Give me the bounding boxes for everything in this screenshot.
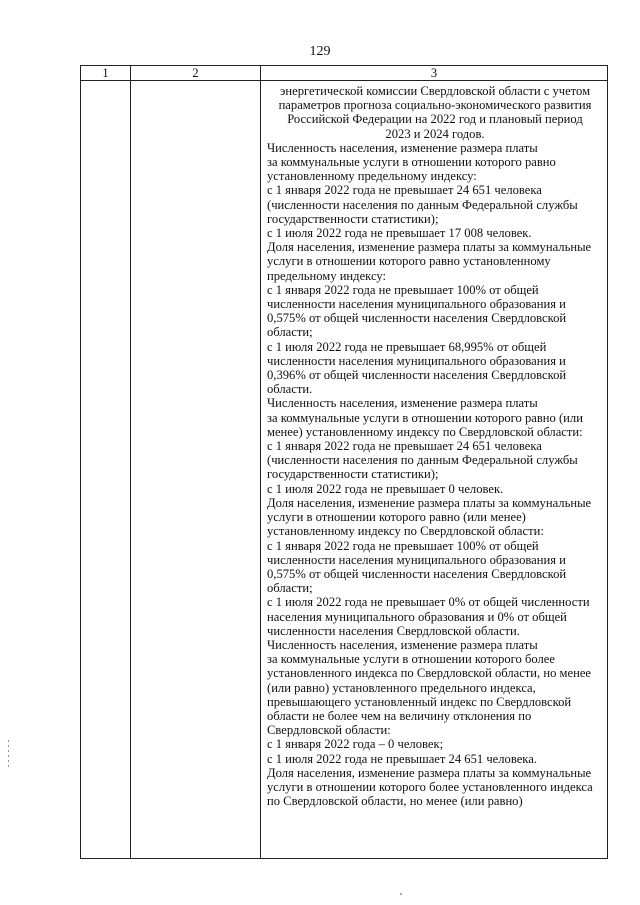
text-line: установленному предельному индексу: [267,169,477,184]
text-line: населения муниципального образования и 0% от общей [267,609,567,624]
text-line: услуги в отношении которого равно (или менее) [267,510,526,525]
text-line: за коммунальные услуги в отношении которого равно (или [267,410,583,425]
text-line: по Свердловской области, но менее (или равно) [267,794,523,809]
col-2-cell [131,81,261,859]
text-line: численности населения муниципального образования и [267,297,566,312]
text-line: Численность населения, изменение размера платы [267,637,538,652]
text-line: численности населения муниципального образования и [267,552,566,567]
table-row [81,81,608,859]
header-row [81,66,608,81]
text-line: 0,575% от общей численности населения Свердловской [267,311,567,326]
text-line: энергетической комиссии Свердловской области с учетом [279,84,591,98]
text-line: с 1 января 2022 года не превышает 100% от общей [267,282,539,297]
text-line: с 1 июля 2022 года не превышает 68,995% от общей [267,339,547,354]
text-line: Российской Федерации на 2022 год и плановый период [287,112,583,127]
text-line: Доля населения, изменение размера платы за коммунальные [267,765,592,780]
text-line: предельному индексу: [267,268,387,283]
text-line: Доля населения, изменение размера платы за коммунальные [267,240,592,255]
text-line: численности населения Свердловской области. [267,623,520,638]
text-line: с 1 января 2022 года не превышает 100% от общей [267,538,539,553]
text-line: за коммунальные услуги в отношении которого равно [267,155,556,170]
text-line: с 1 июля 2022 года не превышает 17 008 человек. [267,226,532,241]
text-line: 2023 и 2024 годов. [385,126,485,141]
margin-mark [8,740,9,770]
text-line: государственности статистики); [267,467,439,482]
col-3-cell [261,81,608,859]
text-line: услуги в отношении которого более установленного индекса [267,779,593,794]
text-line: с 1 июля 2022 года не превышает 0 человек. [267,481,504,496]
text-line: параметров прогноза социально-экономического развития [278,98,592,113]
header-col-2: 2 [131,66,261,81]
text-line: области; [267,325,313,340]
text-line: с 1 января 2022 года – 0 человек; [267,737,444,752]
col-3-text [267,84,603,808]
text-line: превышающего установленный индекс по Свердловской [267,694,572,709]
text-line: с 1 июля 2022 года не превышает 0% от общей численности [267,595,590,610]
text-line: Свердловской области: [267,723,391,738]
text-line: установленного индекса по Свердловской области, но менее [267,666,592,681]
scan-dot [400,893,402,895]
text-line: за коммунальные услуги в отношении которого более [267,652,555,667]
text-line: менее) установленному индексу по Свердловской области: [267,424,583,439]
text-line: области; [267,581,313,596]
text-line: Доля населения, изменение размера платы за коммунальные [267,495,592,510]
text-line: области. [267,382,313,397]
text-line: установленному индексу по Свердловской области: [267,524,544,539]
text-line: 0,575% от общей численности населения Свердловской [267,566,567,581]
header-col-1: 1 [81,66,131,81]
header-col-3: 3 [261,66,608,81]
text-line: Численность населения, изменение размера платы [267,140,538,155]
text-line: (или равно) установленного предельного индекса, [267,680,536,695]
text-line: услуги в отношении которого равно установленному [267,254,551,269]
text-line: (численности населения по данным Федеральной службы [267,197,578,212]
text-line: Численность населения, изменение размера платы [267,396,538,411]
page-number: 129 [309,44,331,59]
document-table [80,65,608,859]
text-line: с 1 июля 2022 года не превышает 24 651 человека. [267,751,537,766]
text-line: с 1 января 2022 года не превышает 24 651 человека [267,439,542,454]
text-line: 0,396% от общей численности населения Свердловской [267,368,567,383]
text-line: численности населения муниципального образования и [267,353,566,368]
text-line: государственности статистики); [267,211,439,226]
text-line: (численности населения по данным Федеральной службы [267,453,578,468]
text-line: с 1 января 2022 года не превышает 24 651 человека [267,183,542,198]
col-1-cell [81,81,131,859]
text-line: области не более чем на величину отклонения по [267,708,532,723]
